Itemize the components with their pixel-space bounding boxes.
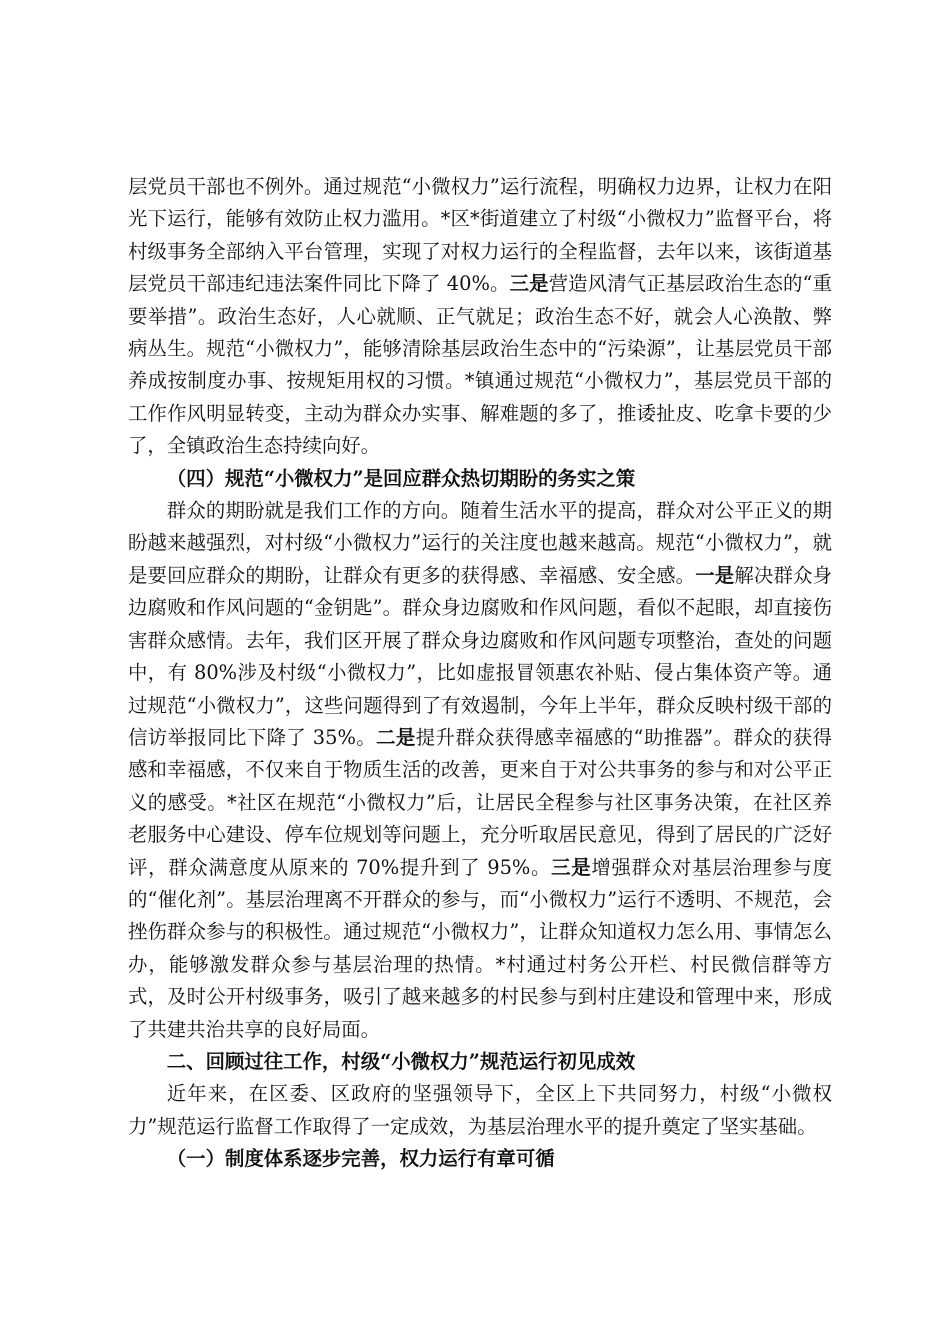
document-body [128,171,832,1176]
bold-text-run: 一是 [695,563,735,587]
section-heading [128,1046,832,1078]
text-run: 解决群众身边腐败和作风问题的“金钥匙”。群众身边腐败和作风问题，看似不起眼，却直接伤害群众感情。去年，我们区开展了群众身边腐败和作风问题专项整治，查处的问题中，有 80%涉及村级“小微权力”，比如虚报冒领惠农补贴、侵占集体资产等。通过规范“小微权力”，这些问题得到了有效遏制，今年上半年，群众反映村级干部的信访举报同比下降了 35%。 [128,563,833,749]
text-run: 群众的期盼就是我们工作的方向。随着生活水平的提高，群众对公平正义的期盼越来越强烈，对村级“小微权力”运行的关注度也越来越高。规范“小微权力”，就是要回应群众的期盼，让群众有更多的获得感、幸福感、安全感。 [128,499,832,587]
text-run: 增强群众对基层治理参与度的“催化剂”。基层治理离不开群众的参与，而“小微权力”运行不透明、不规范，会挫伤群众参与的积极性。通过规范“小微权力”，让群众知道权力怎么用、事情怎么办，能够激发群众参与基层治理的热情。*村通过村务公开栏、村民微信群等方式，及时公开村级事务，吸引了越来越多的村民参与到村庄建设和管理中来，形成了共建共治共享的良好局面。 [128,855,833,1041]
text-run: 近年来，在区委、区政府的坚强领导下，全区上下共同努力，村级“小微权力”规范运行监督工作取得了一定成效，为基层治理水平的提升奠定了坚实基础。 [128,1082,832,1138]
text-run: 提升群众获得感幸福感的“助推器”。群众的获得感和幸福感，不仅来自于物质生活的改善，更来自于对公共事务的参与和对公平正义的感受。*社区在规范“小微权力”后，让居民全程参与社区事务决策，在社区养老服务中心建设、停车位规划等问题上，充分听取居民意见，得到了居民的广泛好评，群众满意度从原来的 70%提升到了 95%。 [128,725,833,879]
heading-text: 二、回顾过往工作，村级“小微权力”规范运行初见成效 [166,1049,636,1073]
text-run: 层党员干部也不例外。通过规范“小微权力”运行流程，明确权力边界，让权力在阳光下运行，能够有效防止权力滥用。*区*街道建立了村级“小微权力”监督平台，将村级事务全部纳入平台管理，实现了对权力运行的全程监督，去年以来，该街道基层党员干部违纪违法案件同比下降了 40%。 [128,175,832,296]
bold-text-run: 二是 [376,725,416,749]
heading-text: （一）制度体系逐步完善，权力运行有章可循 [166,1147,555,1171]
section-heading [128,463,832,495]
section-heading [128,1143,832,1175]
heading-text: （四）规范“小微权力”是回应群众热切期盼的务实之策 [166,466,636,490]
body-paragraph [128,495,832,1046]
body-paragraph [128,1078,832,1143]
text-run: 营造风清气正基层政治生态的“重要举措”。政治生态好，人心就顺、正气就足；政治生态不好，就会人心涣散、弊病丛生。规范“小微权力”，能够清除基层政治生态中的“污染源”，让基层党员干部养成按制度办事、按规矩用权的习惯。*镇通过规范“小微权力”，基层党员干部的工作作风明显转变，主动为群众办实事、解难题的多了，推诿扯皮、吃拿卡要的少了，全镇政治生态持续向好。 [128,272,832,458]
bold-text-run: 三是 [551,855,592,879]
body-paragraph [128,171,832,463]
bold-text-run: 三是 [509,272,549,296]
